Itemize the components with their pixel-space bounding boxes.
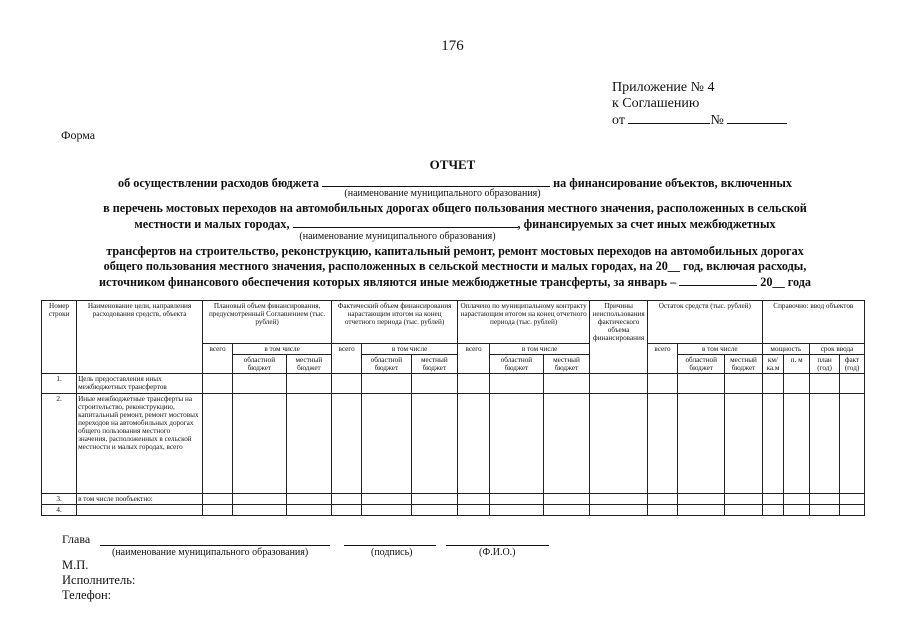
- fio-line: [446, 544, 549, 546]
- row-number: 3.: [42, 494, 77, 505]
- phone-label: Телефон:: [62, 588, 112, 602]
- header-planned-regional: областной бюджет: [233, 355, 287, 374]
- header-actual-including: в том числе: [362, 344, 458, 355]
- header-balance-local: местный бюджет: [725, 355, 762, 374]
- header-unit-km: км/ ка.м: [762, 355, 784, 374]
- header-actual-regional: областной бюджет: [362, 355, 412, 374]
- header-term: срок ввода: [810, 344, 865, 355]
- header-capacity: мощность: [762, 344, 809, 355]
- caption-municipality-name: (наименование муниципального образования): [112, 547, 309, 558]
- caption-municipality-1: (наименование муниципального образования): [344, 188, 541, 199]
- header-planned-local: местный бюджет: [286, 355, 331, 374]
- header-reasons: Причины неиспользования фактического объема финансирования: [590, 301, 648, 374]
- row-name: Цель предоставления иных межбюджетных трансфертов: [77, 374, 203, 394]
- header-planned: Плановый объем финансирования, предусмотренный Соглашением (тыс. рублей): [203, 301, 332, 344]
- municipality-signature-line: [100, 544, 330, 546]
- table-row: [42, 494, 865, 505]
- header-balance-regional: областной бюджет: [677, 355, 724, 374]
- header-reference: Справочно: ввод объектов: [762, 301, 864, 344]
- header-balance: Остаток средств (тыс. рублей): [648, 301, 763, 344]
- row-name: Иные межбюджетные трансферты на строительство, реконструкцию, капитальный ремонт, ремонт мостовых переходов на автомобильных дорогах общего пользования местного значения, расположенных в сельской местности и малых городах, всего: [77, 394, 203, 494]
- report-table: [41, 300, 865, 516]
- header-actual-total: всего: [332, 344, 362, 374]
- header-plan-year: план (год): [810, 355, 840, 374]
- appendix-title: Приложение № 4: [612, 80, 715, 95]
- period-blank: [679, 274, 757, 286]
- table-row: [42, 394, 865, 494]
- number-blank: [727, 112, 787, 124]
- report-line-1: об осуществлении расходов бюджета на финансирование объектов, включенных: [118, 176, 792, 190]
- report-line-4: трансфертов на строительство, реконструкцию, капитальный ремонт, ремонт мостовых переходов на автомобильных дорогах: [106, 244, 804, 258]
- table-row: [42, 505, 865, 516]
- caption-fio: (Ф.И.О.): [479, 547, 516, 558]
- row-name: [77, 505, 203, 516]
- report-line-5: общего пользования местного значения, расположенных в сельской местности и малых городах, на 20__ год, включая расходы,: [103, 259, 807, 273]
- executor-label: Исполнитель:: [62, 573, 136, 587]
- header-paid-local: местный бюджет: [543, 355, 589, 374]
- header-planned-total: всего: [203, 344, 233, 374]
- header-balance-total: всего: [648, 344, 678, 374]
- row-number: 2.: [42, 394, 77, 494]
- budget-blank: [322, 175, 550, 187]
- header-paid: Оплачено по муниципальному контракту нарастающим итогом на конец отчетного периода (тыс. рублей): [458, 301, 590, 344]
- header-row-number: Номер строки: [42, 301, 77, 374]
- header-balance-including: в том числе: [677, 344, 762, 355]
- row-name: в том числе пообъектно:: [77, 494, 203, 505]
- header-paid-including: в том числе: [490, 344, 590, 355]
- municipality-blank: [293, 216, 518, 228]
- header-name: Наименование цели, направления расходования средств, объекта: [77, 301, 203, 374]
- header-paid-total: всего: [458, 344, 490, 374]
- caption-municipality-2: (наименование муниципального образования): [299, 231, 496, 242]
- report-title: ОТЧЕТ: [429, 157, 476, 172]
- header-actual: Фактический объем финансирования нарастающим итогом на конец отчетного периода (тыс. рублей): [332, 301, 458, 344]
- header-actual-local: местный бюджет: [411, 355, 457, 374]
- appendix-agreement: к Соглашению: [612, 96, 700, 111]
- header-unit-pm: п. м: [784, 355, 810, 374]
- row-number: 4.: [42, 505, 77, 516]
- header-fact-year: факт (год): [840, 355, 865, 374]
- header-planned-including: в том числе: [233, 344, 332, 355]
- row-number: 1.: [42, 374, 77, 394]
- header-paid-regional: областной бюджет: [490, 355, 544, 374]
- appendix-block: [612, 80, 787, 129]
- date-blank: [628, 112, 710, 124]
- table-row: [42, 374, 865, 394]
- page-number: 176: [441, 38, 464, 54]
- report-line-2: в перечень мостовых переходов на автомобильных дорогах общего пользования местного значения, расположенных в сельской: [103, 201, 807, 215]
- caption-signature: (подпись): [371, 547, 413, 558]
- signature-line: [344, 544, 436, 546]
- stamp-label: М.П.: [62, 558, 89, 572]
- appendix-date-number: от №: [612, 112, 787, 129]
- report-line-6: источником финансового обеспечения которых являются иные межбюджетные трансферты, за январь – 20__ года: [99, 275, 811, 289]
- report-line-3: местности и малых городах, , финансируемых за счет иных межбюджетных: [134, 217, 776, 231]
- head-label: Глава: [62, 532, 91, 546]
- form-label: Форма: [61, 128, 96, 142]
